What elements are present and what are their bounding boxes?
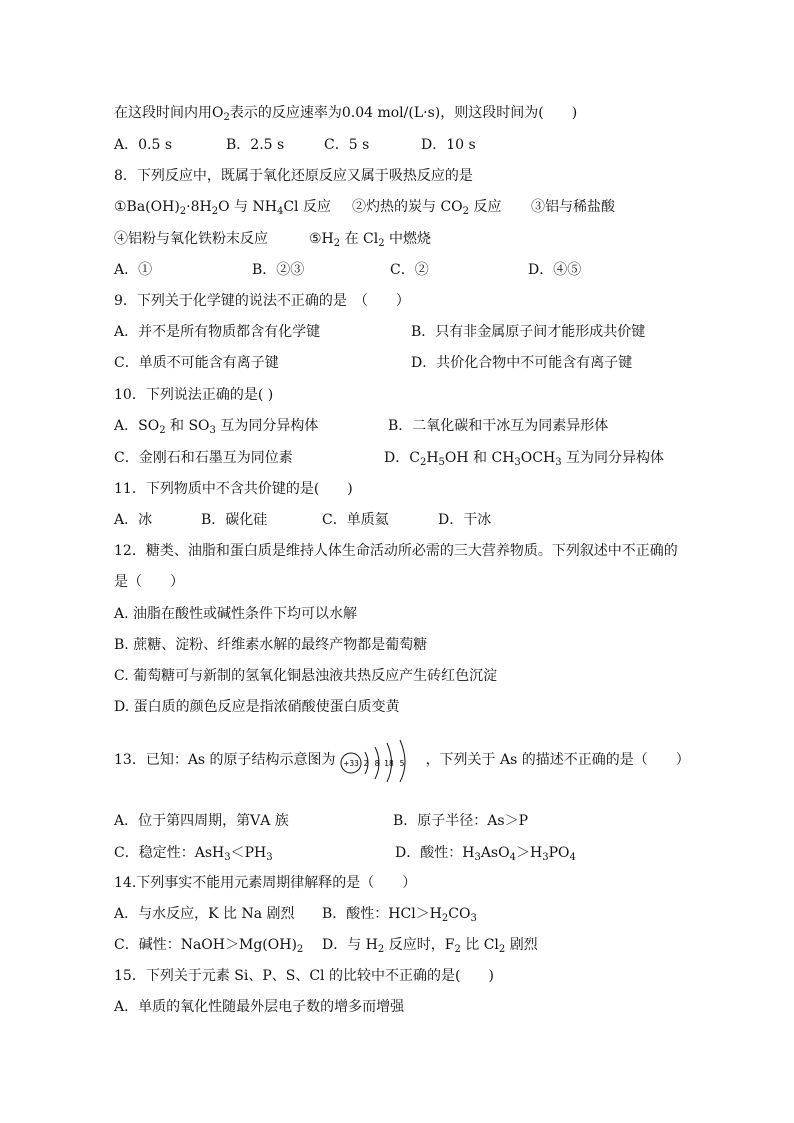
q8-reaction-3: ③铝与稀盐酸: [531, 199, 615, 215]
q14-option-a[interactable]: A．与水反应，K 比 Na 剧烈: [114, 906, 295, 922]
q12-stem-line-1: 12．糖类、油脂和蛋白质是维持人体生命活动所必需的三大营养物质。下列叙述中不正确的: [114, 543, 678, 559]
q11-option-d[interactable]: D．干冰: [438, 512, 492, 528]
q8-reaction-2: ②灼热的炭与 $CO_2$ 反应: [352, 199, 502, 217]
shell-electrons-3: 18: [383, 759, 394, 768]
q15-stem: 15．下列关于元素 Si、P、S、Cl 的比较中不正确的是( ): [114, 968, 494, 984]
q8-option-b[interactable]: B．②③: [252, 262, 305, 278]
q10-option-b[interactable]: B．二氧化碳和干冰互为同素异形体: [388, 418, 609, 434]
q7-option-c[interactable]: C．5 s: [324, 137, 370, 153]
q8-reaction-4: ④铝粉与氧化铁粉末反应: [114, 231, 268, 247]
q7-stem-tail: 在这段时间内用$O_2$表示的反应速率为0.04 mol/(L·s)，则这段时间为( ): [114, 105, 578, 123]
q9-option-b[interactable]: B．只有非金属原子间才能形成共价键: [411, 324, 646, 340]
q14-option-b[interactable]: B．酸性：$HCl>H_2CO_3$: [322, 906, 477, 924]
q11-option-c[interactable]: C．单质氦: [322, 512, 389, 528]
q12-option-a[interactable]: A. 油脂在酸性或碱性条件下均可以水解: [114, 606, 358, 622]
nucleus-charge: +33: [342, 759, 359, 768]
q13-option-a[interactable]: A．位于第四周期，第ⅤA 族: [114, 813, 289, 829]
q8-stem: 8．下列反应中，既属于氧化还原反应又属于吸热反应的是: [114, 168, 473, 184]
q9-option-d[interactable]: D．共价化合物中不可能含有离子键: [411, 355, 633, 371]
q13-option-b[interactable]: B．原子半径：As＞P: [393, 813, 529, 829]
q15-option-a[interactable]: A．单质的氧化性随最外层电子数的增多而增强: [114, 999, 405, 1015]
q11-option-b[interactable]: B．碳化硅: [201, 512, 268, 528]
q11-option-a[interactable]: A．冰: [114, 512, 153, 528]
q9-option-a[interactable]: A．并不是所有物质都含有化学键: [114, 324, 321, 340]
q9-option-c[interactable]: C．单质不可能含有离子键: [114, 355, 279, 371]
q7-option-d[interactable]: D．10 s: [421, 137, 476, 153]
q10-option-a[interactable]: A．$SO_2$ 和 $SO_3$ 互为同分异构体: [114, 418, 319, 436]
q12-option-b[interactable]: B. 蔗糖、淀粉、纤维素水解的最终产物都是葡萄糖: [114, 637, 428, 653]
q12-option-c[interactable]: C. 葡萄糖可与新制的氢氧化铜悬浊液共热反应产生砖红色沉淀: [114, 668, 498, 684]
q7-option-a[interactable]: A．0.5 s: [114, 137, 173, 153]
q13-option-d[interactable]: D．酸性：$H_3AsO_4>H_3PO_4$: [395, 845, 576, 863]
q8-option-c[interactable]: C．②: [390, 262, 429, 278]
q13-stem: 13．已知：As 的原子结构示意图为 +33 2 8 18 5 ，下列关于 As 的描述不正确的是（ ）: [114, 738, 690, 782]
q8-option-a[interactable]: A．①: [114, 262, 153, 278]
as-atomic-structure-diagram: [338, 738, 424, 782]
q8-option-d[interactable]: D．④⑤: [528, 262, 582, 278]
q14-stem: 14.下列事实不能用元素周期律解释的是（ ）: [114, 875, 417, 891]
q7-option-b[interactable]: B．2.5 s: [226, 137, 285, 153]
q12-option-d[interactable]: D. 蛋白质的颜色反应是指浓硝酸使蛋白质变黄: [114, 699, 400, 715]
shell-electrons-1: 2: [363, 759, 368, 768]
shell-electrons-4: 5: [399, 759, 404, 768]
q10-option-c[interactable]: C．金刚石和石墨互为同位素: [114, 450, 293, 466]
q13-option-c[interactable]: C．稳定性：$AsH_3<PH_3$: [114, 845, 273, 863]
q10-option-d[interactable]: D．$C_2H_5OH$ 和 $CH_3OCH_3$ 互为同分异构体: [384, 450, 665, 468]
q12-stem-line-2: 是（ ）: [114, 574, 184, 590]
q9-stem: 9．下列关于化学键的说法不正确的是 （ ）: [114, 293, 410, 309]
q10-stem: 10．下列说法正确的是( ): [114, 387, 274, 403]
q14-option-c[interactable]: C．碱性：$NaOH>Mg(OH)_2$: [114, 937, 304, 955]
q11-stem: 11．下列物质中不含共价键的是( ): [114, 481, 353, 497]
q8-reaction-5: $⑤H_2$ 在 $Cl_2$ 中燃烧: [309, 231, 432, 249]
q8-reaction-1: $①Ba(OH)_2\cdot 8H_2O$ 与 $NH_4Cl$ 反应: [114, 199, 331, 217]
shell-electrons-2: 8: [374, 759, 379, 768]
q14-option-d[interactable]: D．与 $H_2$ 反应时，$F_2$ 比 $Cl_2$ 剧烈: [322, 937, 538, 955]
